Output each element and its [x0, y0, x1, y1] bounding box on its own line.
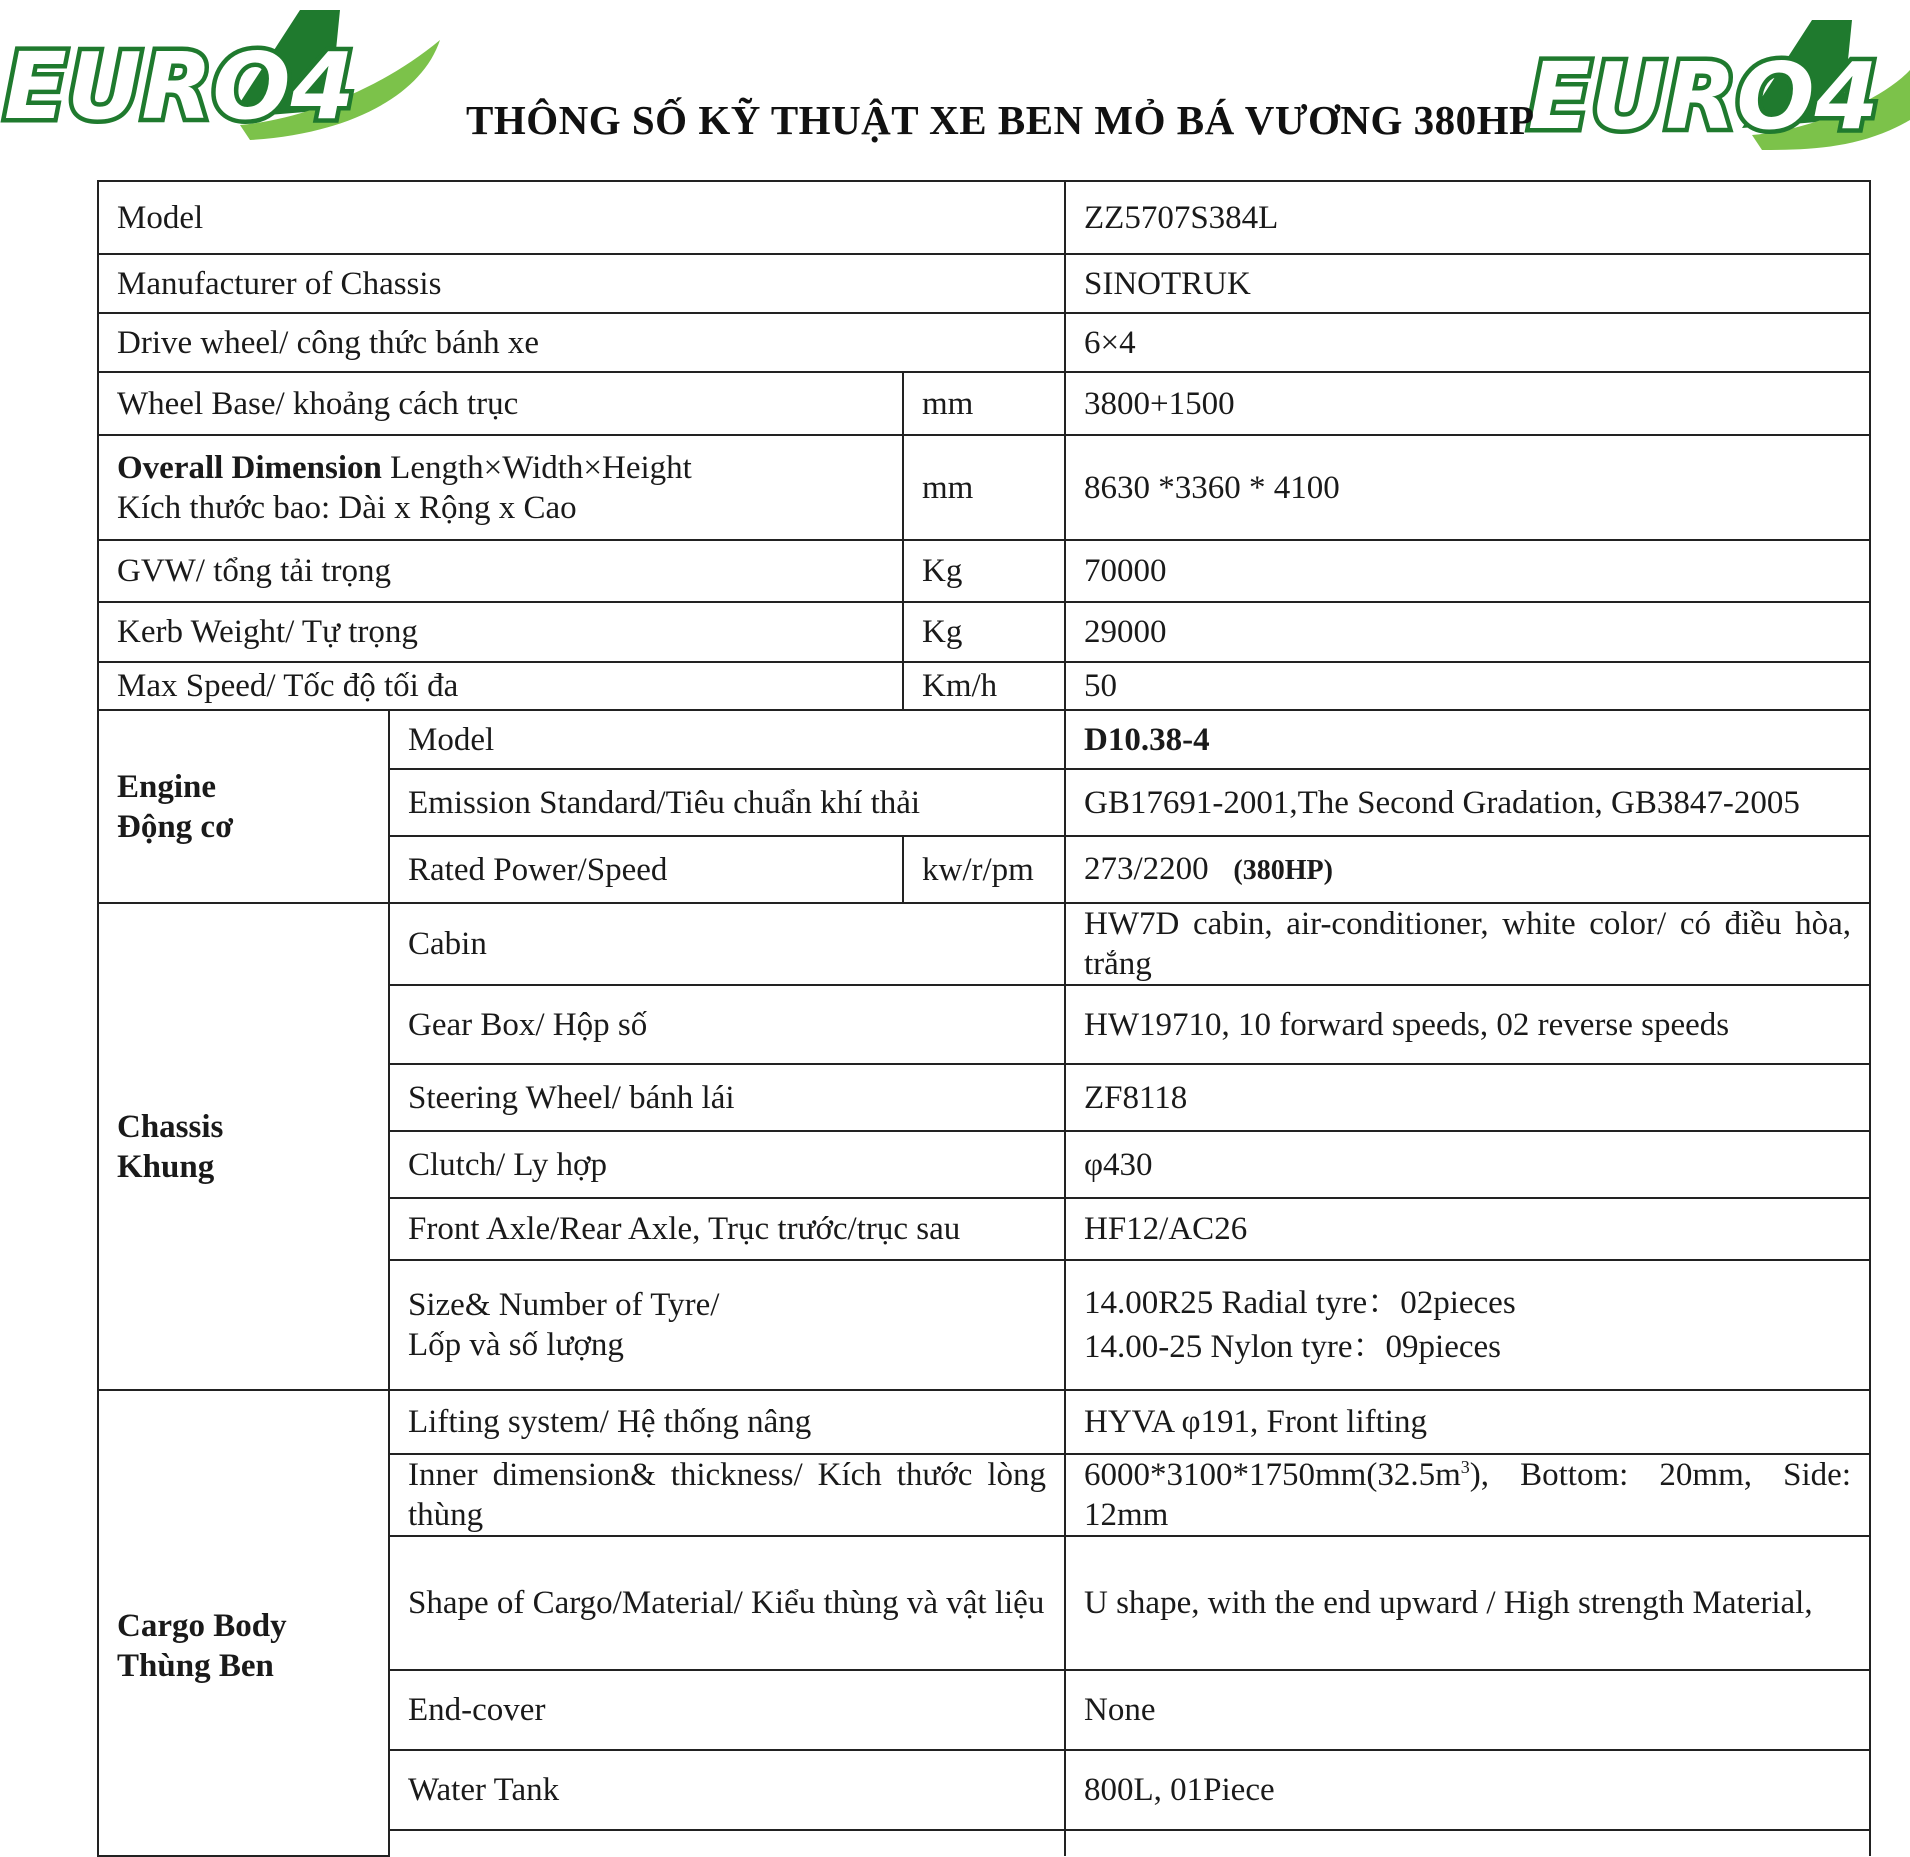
table-row [98, 254, 1870, 313]
shape-label: Shape of Cargo/Material/ Kiểu thùng và vật liệu [389, 1536, 1065, 1670]
dimension-value: 8630 *3360 * 4100 [1065, 435, 1870, 540]
inner-value-post: ), Bottom: 20mm, Side: 12mm [1084, 1457, 1851, 1533]
wheelbase-value: 3800+1500 [1065, 372, 1870, 435]
steering-value: ZF8118 [1065, 1064, 1870, 1131]
steering-label: Steering Wheel/ bánh lái [389, 1064, 1065, 1131]
kerb-unit: Kg [903, 602, 1065, 662]
dimension-label [98, 435, 903, 540]
engine-category [98, 710, 389, 903]
gvw-value: 70000 [1065, 540, 1870, 602]
emission-label: Emission Standard/Tiêu chuẩn khí thải [389, 769, 1065, 836]
euro4-logo-right [1522, 0, 1910, 160]
spec-table [97, 180, 1871, 1857]
engine-category-en: Engine [117, 768, 217, 805]
table-row [98, 602, 1870, 662]
watertank-label: Water Tank [389, 1750, 1065, 1830]
table-row [98, 540, 1870, 602]
tyre-label [389, 1260, 1065, 1390]
tyre-label-1: Size& Number of Tyre/ [408, 1287, 720, 1323]
inner-label: Inner dimension& thickness/ Kích thước lòng thùng [389, 1454, 1065, 1536]
wheelbase-label: Wheel Base/ khoảng cách trục [98, 372, 903, 435]
wheelbase-unit: mm [903, 372, 1065, 435]
power-label: Rated Power/Speed [389, 836, 903, 903]
cargo-category-vn: Thùng Ben [117, 1648, 274, 1684]
clutch-value: φ430 [1065, 1131, 1870, 1198]
page-title: THÔNG SỐ KỸ THUẬT XE BEN MỎ BÁ VƯƠNG 380HP [466, 97, 1535, 143]
speed-unit: Km/h [903, 662, 1065, 710]
table-row [98, 1390, 1870, 1454]
logo-right-text: EURO4 [1528, 43, 1879, 150]
chassis-category-en: Chassis [117, 1108, 224, 1145]
power-value-hp: (380HP) [1233, 854, 1333, 886]
lifting-label: Lifting system/ Hệ thống nâng [389, 1390, 1065, 1454]
engine-model-value: D10.38-4 [1065, 710, 1870, 769]
cabin-value: HW7D cabin, air-conditioner, white color/ có điều hòa, trắng [1065, 903, 1870, 985]
endcover-label: End-cover [389, 1670, 1065, 1750]
lifting-value: HYVA φ191, Front lifting [1065, 1390, 1870, 1454]
power-value [1065, 836, 1870, 903]
tail-cell [1065, 1830, 1870, 1856]
dimension-unit: mm [903, 435, 1065, 540]
engine-category-vn: Động cơ [117, 808, 234, 845]
tail-cell [389, 1830, 1065, 1856]
tyre-value-1: 14.00R25 Radial tyre：02pieces [1084, 1285, 1516, 1321]
inner-value [1065, 1454, 1870, 1536]
tyre-value-2: 14.00-25 Nylon tyre：09pieces [1084, 1329, 1501, 1365]
inner-value-sup: 3 [1460, 1457, 1470, 1477]
axle-value: HF12/AC26 [1065, 1198, 1870, 1260]
cabin-label: Cabin [389, 903, 1065, 985]
logo-left-text: EURO4 [4, 33, 355, 140]
tyre-value [1065, 1260, 1870, 1390]
chassis-category-vn: Khung [117, 1148, 215, 1185]
cargo-category-en: Cargo Body [117, 1608, 287, 1644]
model-label: Model [98, 181, 1065, 254]
speed-value: 50 [1065, 662, 1870, 710]
table-row [98, 903, 1870, 985]
tyre-label-2: Lốp và số lượng [408, 1327, 624, 1363]
manufacturer-value: SINOTRUK [1065, 254, 1870, 313]
clutch-label: Clutch/ Ly hợp [389, 1131, 1065, 1198]
power-value-main: 273/2200 [1084, 850, 1209, 887]
drive-label: Drive wheel/ công thức bánh xe [98, 313, 1065, 372]
drive-value: 6×4 [1065, 313, 1870, 372]
table-row [98, 181, 1870, 254]
kerb-label: Kerb Weight/ Tự trọng [98, 602, 903, 662]
table-row [98, 372, 1870, 435]
table-row [98, 662, 1870, 710]
axle-label: Front Axle/Rear Axle, Trục trước/trục sau [389, 1198, 1065, 1260]
euro4-logo-left [0, 0, 450, 150]
speed-label: Max Speed/ Tốc độ tối đa [98, 662, 903, 710]
gearbox-value: HW19710, 10 forward speeds, 02 reverse speeds [1065, 985, 1870, 1064]
gearbox-label: Gear Box/ Hộp số [389, 985, 1065, 1064]
endcover-value: None [1065, 1670, 1870, 1750]
model-value: ZZ5707S384L [1065, 181, 1870, 254]
power-unit: kw/r/pm [903, 836, 1065, 903]
emission-value: GB17691-2001,The Second Gradation, GB3847-2005 [1065, 769, 1870, 836]
table-row [98, 435, 1870, 540]
watertank-value: 800L, 01Piece [1065, 1750, 1870, 1830]
kerb-value: 29000 [1065, 602, 1870, 662]
table-row [98, 710, 1870, 769]
engine-model-label: Model [389, 710, 1065, 769]
chassis-category [98, 903, 389, 1390]
gvw-unit: Kg [903, 540, 1065, 602]
gvw-label: GVW/ tổng tải trọng [98, 540, 903, 602]
shape-value: U shape, with the end upward / High strength Material, [1065, 1536, 1870, 1670]
dimension-label-bold: Overall Dimension [117, 449, 382, 486]
manufacturer-label: Manufacturer of Chassis [98, 254, 1065, 313]
cargo-category [98, 1390, 389, 1856]
dimension-label-vn: Kích thước bao: Dài x Rộng x Cao [117, 489, 577, 526]
table-row [98, 313, 1870, 372]
dimension-label-rest: Length×Width×Height [381, 449, 692, 486]
inner-value-pre: 6000*3100*1750mm(32.5m [1084, 1457, 1461, 1493]
